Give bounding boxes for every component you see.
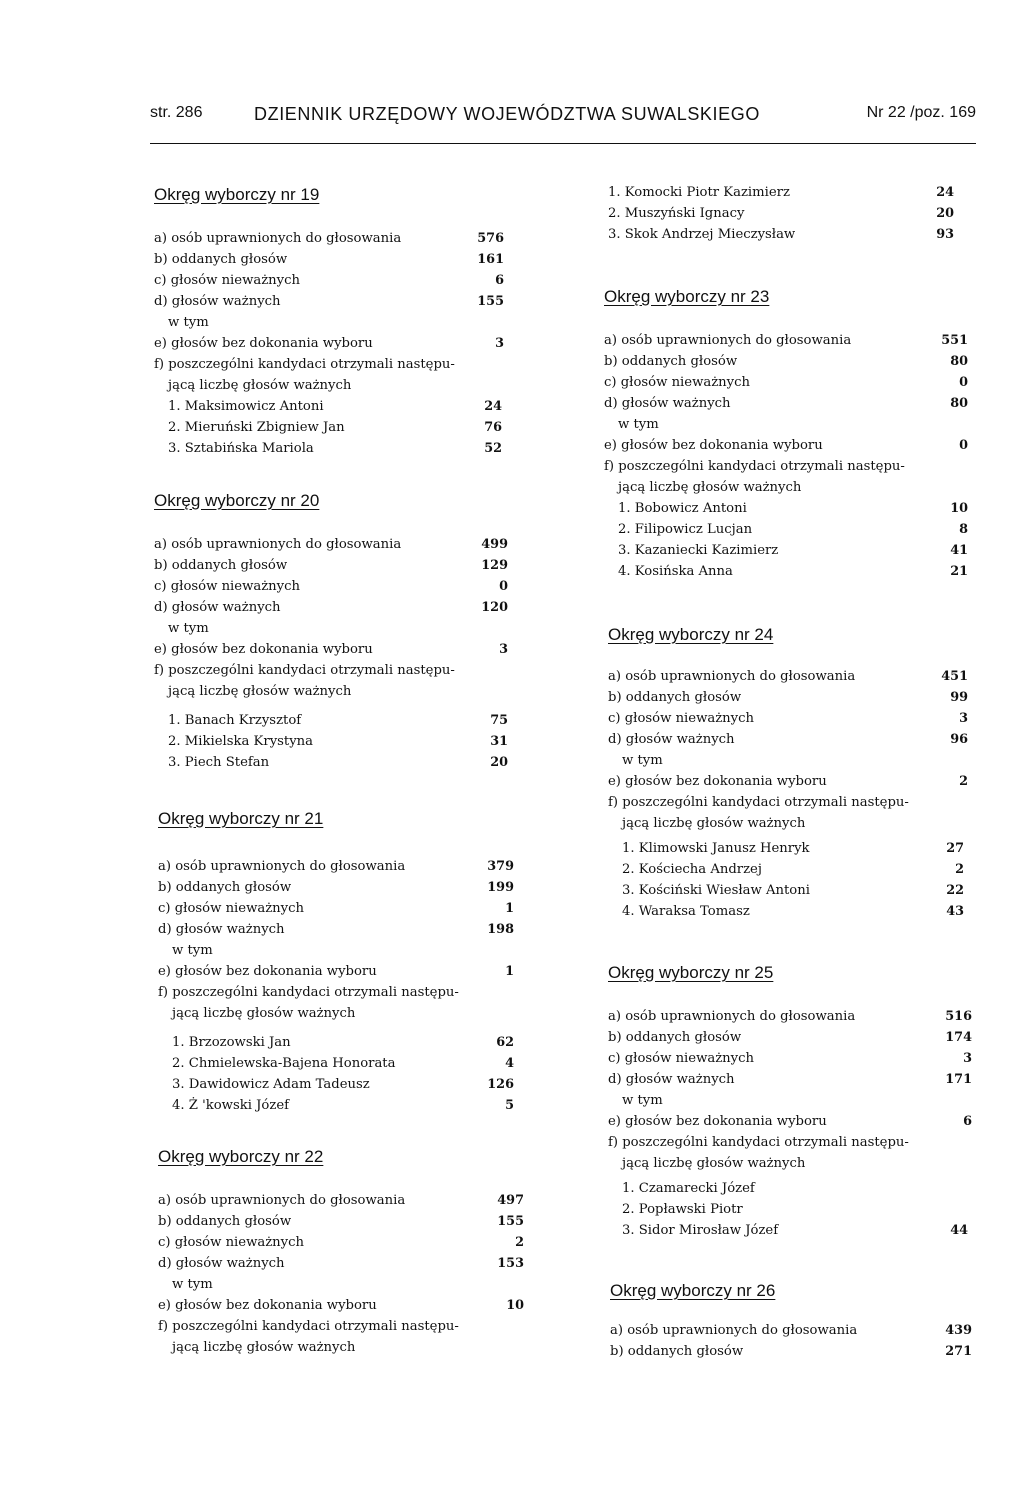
votes-cast-row: b) oddanych głosów 161 xyxy=(154,249,534,270)
invalid-votes-row: c) głosów nieważnych 0 xyxy=(154,576,534,597)
valid-votes-row: d) głosów ważnych 96 xyxy=(608,729,988,750)
w-tym-row: w tym xyxy=(172,943,213,958)
district-heading: Okręg wyborczy nr 24 xyxy=(608,625,774,644)
votes-cast-row: b) oddanych głosów 80 xyxy=(604,351,984,372)
w-tym-row: w tym xyxy=(168,315,209,330)
candidates-intro-row: f) poszczególni kandydaci otrzymali następu- xyxy=(608,795,909,810)
candidates-intro-row-2: jącą liczbę głosów ważnych xyxy=(168,378,352,393)
candidates-intro-row: f) poszczególni kandydaci otrzymali następu- xyxy=(158,1319,459,1334)
valid-votes-value: 155 xyxy=(477,294,504,309)
invalid-votes-value: 0 xyxy=(959,375,968,390)
candidate-row: 3. Sidor Mirosław Józef 44 xyxy=(622,1223,968,1238)
candidate-row: 3. Skok Andrzej Mieczysław 93 xyxy=(608,227,954,242)
votes-cast-row: b) oddanych głosów 99 xyxy=(608,687,988,708)
no-choice-value: 1 xyxy=(505,964,514,979)
candidate-row: 3. Dawidowicz Adam Tadeusz 126 xyxy=(172,1077,514,1092)
no-choice-value: 3 xyxy=(495,336,504,351)
invalid-votes-row: c) głosów nieważnych 1 xyxy=(158,898,538,919)
valid-votes-row: d) głosów ważnych 155 xyxy=(154,291,534,312)
votes-cast-value: 161 xyxy=(477,252,504,267)
votes-cast-value: 271 xyxy=(945,1344,972,1359)
candidate-row: 2. Mikielska Krystyna 31 xyxy=(168,734,508,749)
no-choice-row: e) głosów bez dokonania wyboru 10 xyxy=(158,1295,538,1316)
eligible-voters-value: 499 xyxy=(481,537,508,552)
invalid-votes-value: 3 xyxy=(963,1051,972,1066)
valid-votes-value: 198 xyxy=(487,922,514,937)
valid-votes-value: 120 xyxy=(481,600,508,615)
district-heading: Okręg wyborczy nr 23 xyxy=(604,287,770,306)
candidates-intro-row: f) poszczególni kandydaci otrzymali następu- xyxy=(154,357,455,372)
candidates-intro-row: f) poszczególni kandydaci otrzymali następu- xyxy=(158,985,459,1000)
valid-votes-row: d) głosów ważnych 80 xyxy=(604,393,984,414)
candidate-row: 3. Sztabińska Mariola 52 xyxy=(168,441,502,456)
eligible-voters-value: 497 xyxy=(497,1193,524,1208)
candidate-row: 4. Ż 'kowski Józef 5 xyxy=(172,1098,514,1113)
candidate-row: 3. Piech Stefan 20 xyxy=(168,755,508,770)
district-heading: Okręg wyborczy nr 22 xyxy=(158,1147,324,1166)
candidate-row: 2. Muszyński Ignacy 20 xyxy=(608,206,954,221)
votes-cast-value: 199 xyxy=(487,880,514,895)
eligible-voters-row: a) osób uprawnionych do głosowania 439 xyxy=(610,1320,990,1341)
candidate-row: 1. Komocki Piotr Kazimierz 24 xyxy=(608,185,954,200)
no-choice-value: 2 xyxy=(959,774,968,789)
district-21 xyxy=(158,808,538,1116)
candidate-row: 2. Popławski Piotr xyxy=(622,1202,743,1217)
page-number: str. 286 xyxy=(150,104,203,121)
eligible-voters-row: a) osób uprawnionych do głosowania 497 xyxy=(158,1190,538,1211)
invalid-votes-row: c) głosów nieważnych 3 xyxy=(608,708,988,729)
w-tym-row: w tym xyxy=(622,1093,663,1108)
valid-votes-value: 96 xyxy=(950,732,968,747)
page-header xyxy=(150,104,976,130)
district-22-candidates xyxy=(608,182,988,245)
eligible-voters-value: 451 xyxy=(941,669,968,684)
no-choice-row: e) głosów bez dokonania wyboru 0 xyxy=(604,435,984,456)
votes-cast-row: b) oddanych głosów 129 xyxy=(154,555,534,576)
eligible-voters-value: 379 xyxy=(487,859,514,874)
candidate-row: 2. Kościecha Andrzej 2 xyxy=(622,862,964,877)
no-choice-value: 0 xyxy=(959,438,968,453)
no-choice-value: 6 xyxy=(963,1114,972,1129)
journal-title: DZIENNIK URZĘDOWY WOJEWÓDZTWA SUWALSKIEGO xyxy=(254,104,760,124)
candidates-intro-row-2: jącą liczbę głosów ważnych xyxy=(172,1340,356,1355)
district-heading: Okręg wyborczy nr 20 xyxy=(154,491,320,510)
no-choice-row: e) głosów bez dokonania wyboru 3 xyxy=(154,639,534,660)
votes-cast-value: 99 xyxy=(950,690,968,705)
candidate-row: 1. Brzozowski Jan 62 xyxy=(172,1035,514,1050)
invalid-votes-value: 2 xyxy=(515,1235,524,1250)
candidate-row: 3. Kazaniecki Kazimierz 41 xyxy=(618,543,968,558)
w-tym-row: w tym xyxy=(618,417,659,432)
candidate-row: 1. Banach Krzysztof 75 xyxy=(168,713,508,728)
no-choice-row: e) głosów bez dokonania wyboru 2 xyxy=(608,771,988,792)
valid-votes-row: d) głosów ważnych 120 xyxy=(154,597,534,618)
w-tym-row: w tym xyxy=(622,753,663,768)
invalid-votes-row: c) głosów nieważnych 2 xyxy=(158,1232,538,1253)
district-heading: Okręg wyborczy nr 19 xyxy=(154,185,320,204)
district-23 xyxy=(604,286,984,582)
candidate-row: 4. Waraksa Tomasz 43 xyxy=(622,904,964,919)
eligible-voters-row: a) osób uprawnionych do głosowania 379 xyxy=(158,856,538,877)
candidate-row: 1. Bobowicz Antoni 10 xyxy=(618,501,968,516)
district-heading: Okręg wyborczy nr 21 xyxy=(158,809,324,828)
eligible-voters-row: a) osób uprawnionych do głosowania 576 xyxy=(154,228,534,249)
no-choice-row: e) głosów bez dokonania wyboru 6 xyxy=(608,1111,988,1132)
invalid-votes-row: c) głosów nieważnych 6 xyxy=(154,270,534,291)
district-heading: Okręg wyborczy nr 25 xyxy=(608,963,774,982)
eligible-voters-value: 551 xyxy=(941,333,968,348)
candidate-row: 1. Klimowski Janusz Henryk 27 xyxy=(622,841,964,856)
district-26 xyxy=(610,1280,990,1362)
candidates-intro-row-2: jącą liczbę głosów ważnych xyxy=(172,1006,356,1021)
eligible-voters-value: 439 xyxy=(945,1323,972,1338)
candidate-row: 4. Kosińska Anna 21 xyxy=(618,564,968,579)
candidate-row: 1. Czamarecki Józef xyxy=(622,1181,755,1196)
district-heading: Okręg wyborczy nr 26 xyxy=(610,1281,776,1300)
candidates-intro-row: f) poszczególni kandydaci otrzymali następu- xyxy=(604,459,905,474)
district-20 xyxy=(154,490,534,773)
candidates-intro-row-2: jącą liczbę głosów ważnych xyxy=(622,1156,806,1171)
candidates-intro-row-2: jącą liczbę głosów ważnych xyxy=(622,816,806,831)
valid-votes-value: 171 xyxy=(945,1072,972,1087)
candidate-row: 3. Kościński Wiesław Antoni 22 xyxy=(622,883,964,898)
no-choice-row: e) głosów bez dokonania wyboru 3 xyxy=(154,333,534,354)
issue-reference: Nr 22 /poz. 169 xyxy=(866,104,976,121)
invalid-votes-value: 6 xyxy=(495,273,504,288)
valid-votes-row: d) głosów ważnych 198 xyxy=(158,919,538,940)
district-22 xyxy=(158,1146,538,1358)
votes-cast-value: 174 xyxy=(945,1030,972,1045)
eligible-voters-value: 576 xyxy=(477,231,504,246)
invalid-votes-value: 1 xyxy=(505,901,514,916)
candidate-row: 2. Chmielewska-Bajena Honorata 4 xyxy=(172,1056,514,1071)
header-rule xyxy=(150,143,976,144)
votes-cast-row: b) oddanych głosów 155 xyxy=(158,1211,538,1232)
valid-votes-row: d) głosów ważnych 153 xyxy=(158,1253,538,1274)
votes-cast-value: 129 xyxy=(481,558,508,573)
no-choice-value: 10 xyxy=(506,1298,524,1313)
w-tym-row: w tym xyxy=(168,621,209,636)
candidate-row: 2. Mieruński Zbigniew Jan 76 xyxy=(168,420,502,435)
valid-votes-value: 153 xyxy=(497,1256,524,1271)
eligible-voters-row: a) osób uprawnionych do głosowania 551 xyxy=(604,330,984,351)
votes-cast-value: 80 xyxy=(950,354,968,369)
invalid-votes-value: 0 xyxy=(499,579,508,594)
candidates-intro-row-2: jącą liczbę głosów ważnych xyxy=(618,480,802,495)
no-choice-row: e) głosów bez dokonania wyboru 1 xyxy=(158,961,538,982)
candidate-row: 1. Maksimowicz Antoni 24 xyxy=(168,399,502,414)
district-19 xyxy=(154,184,534,459)
votes-cast-value: 155 xyxy=(497,1214,524,1229)
valid-votes-value: 80 xyxy=(950,396,968,411)
valid-votes-row: d) głosów ważnych 171 xyxy=(608,1069,988,1090)
no-choice-value: 3 xyxy=(499,642,508,657)
votes-cast-row: b) oddanych głosów 174 xyxy=(608,1027,988,1048)
district-25 xyxy=(608,962,988,1241)
district-24 xyxy=(608,624,988,922)
invalid-votes-row: c) głosów nieważnych 3 xyxy=(608,1048,988,1069)
candidates-intro-row: f) poszczególni kandydaci otrzymali następu- xyxy=(608,1135,909,1150)
eligible-voters-row: a) osób uprawnionych do głosowania 451 xyxy=(608,666,988,687)
eligible-voters-row: a) osób uprawnionych do głosowania 516 xyxy=(608,1006,988,1027)
eligible-voters-value: 516 xyxy=(945,1009,972,1024)
votes-cast-row: b) oddanych głosów 271 xyxy=(610,1341,990,1362)
candidate-row: 2. Filipowicz Lucjan 8 xyxy=(618,522,968,537)
votes-cast-row: b) oddanych głosów 199 xyxy=(158,877,538,898)
w-tym-row: w tym xyxy=(172,1277,213,1292)
invalid-votes-row: c) głosów nieważnych 0 xyxy=(604,372,984,393)
candidates-intro-row: f) poszczególni kandydaci otrzymali następu- xyxy=(154,663,455,678)
eligible-voters-row: a) osób uprawnionych do głosowania 499 xyxy=(154,534,534,555)
candidates-intro-row-2: jącą liczbę głosów ważnych xyxy=(168,684,352,699)
invalid-votes-value: 3 xyxy=(959,711,968,726)
